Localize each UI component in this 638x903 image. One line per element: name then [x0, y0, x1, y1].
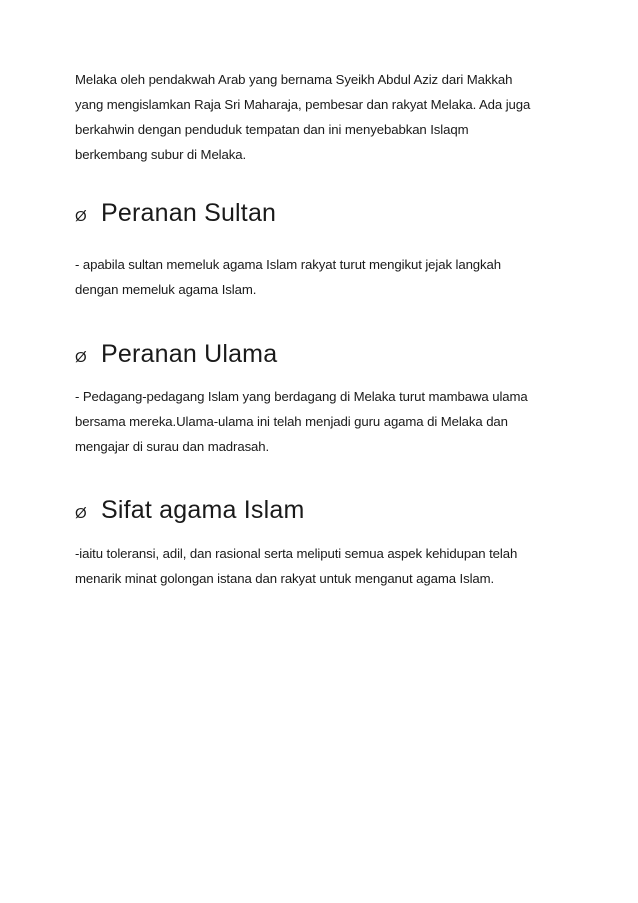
intro-line: berkahwin dengan penduduk tempatan dan ini menyebabkan Islaqm [75, 122, 469, 137]
intro-line: Melaka oleh pendakwah Arab yang bernama Syeikh Abdul Aziz dari Makkah [75, 72, 513, 87]
intro-line: yang mengislamkan Raja Sri Maharaja, pembesar dan rakyat Melaka. Ada juga [75, 97, 531, 112]
paragraph-line: dengan memeluk agama Islam. [75, 282, 257, 297]
paragraph-line: menarik minat golongan istana dan rakyat untuk menganut agama Islam. [75, 571, 495, 586]
heading-text: Sifat agama Islam [101, 496, 305, 524]
section-heading-peranan-sultan [75, 199, 276, 228]
section-heading-sifat-agama-islam [75, 496, 305, 525]
paragraph-line: - apabila sultan memeluk agama Islam rakyat turut mengikut jejak langkah [75, 257, 502, 272]
paragraph-line: - Pedagang-pedagang Islam yang berdagang di Melaka turut mambawa ulama [75, 389, 528, 404]
paragraph-line: bersama mereka.Ulama-ulama ini telah menjadi guru agama di Melaka dan [75, 414, 508, 429]
bullet-icon: Ø [75, 349, 87, 366]
heading-text: Peranan Ulama [101, 340, 278, 368]
paragraph-line: -iaitu toleransi, adil, dan rasional serta meliputi semua aspek kehidupan telah [75, 546, 518, 561]
section-paragraph-peranan-sultan [75, 252, 575, 302]
bullet-icon: Ø [75, 208, 87, 225]
intro-line: berkembang subur di Melaka. [75, 147, 247, 162]
bullet-icon: Ø [75, 505, 87, 522]
intro-paragraph [75, 67, 575, 167]
section-heading-peranan-ulama [75, 340, 277, 369]
paragraph-line: mengajar di surau dan madrasah. [75, 439, 270, 454]
heading-text: Peranan Sultan [101, 199, 277, 227]
section-paragraph-sifat-agama-islam [75, 541, 575, 591]
section-paragraph-peranan-ulama [75, 384, 575, 459]
